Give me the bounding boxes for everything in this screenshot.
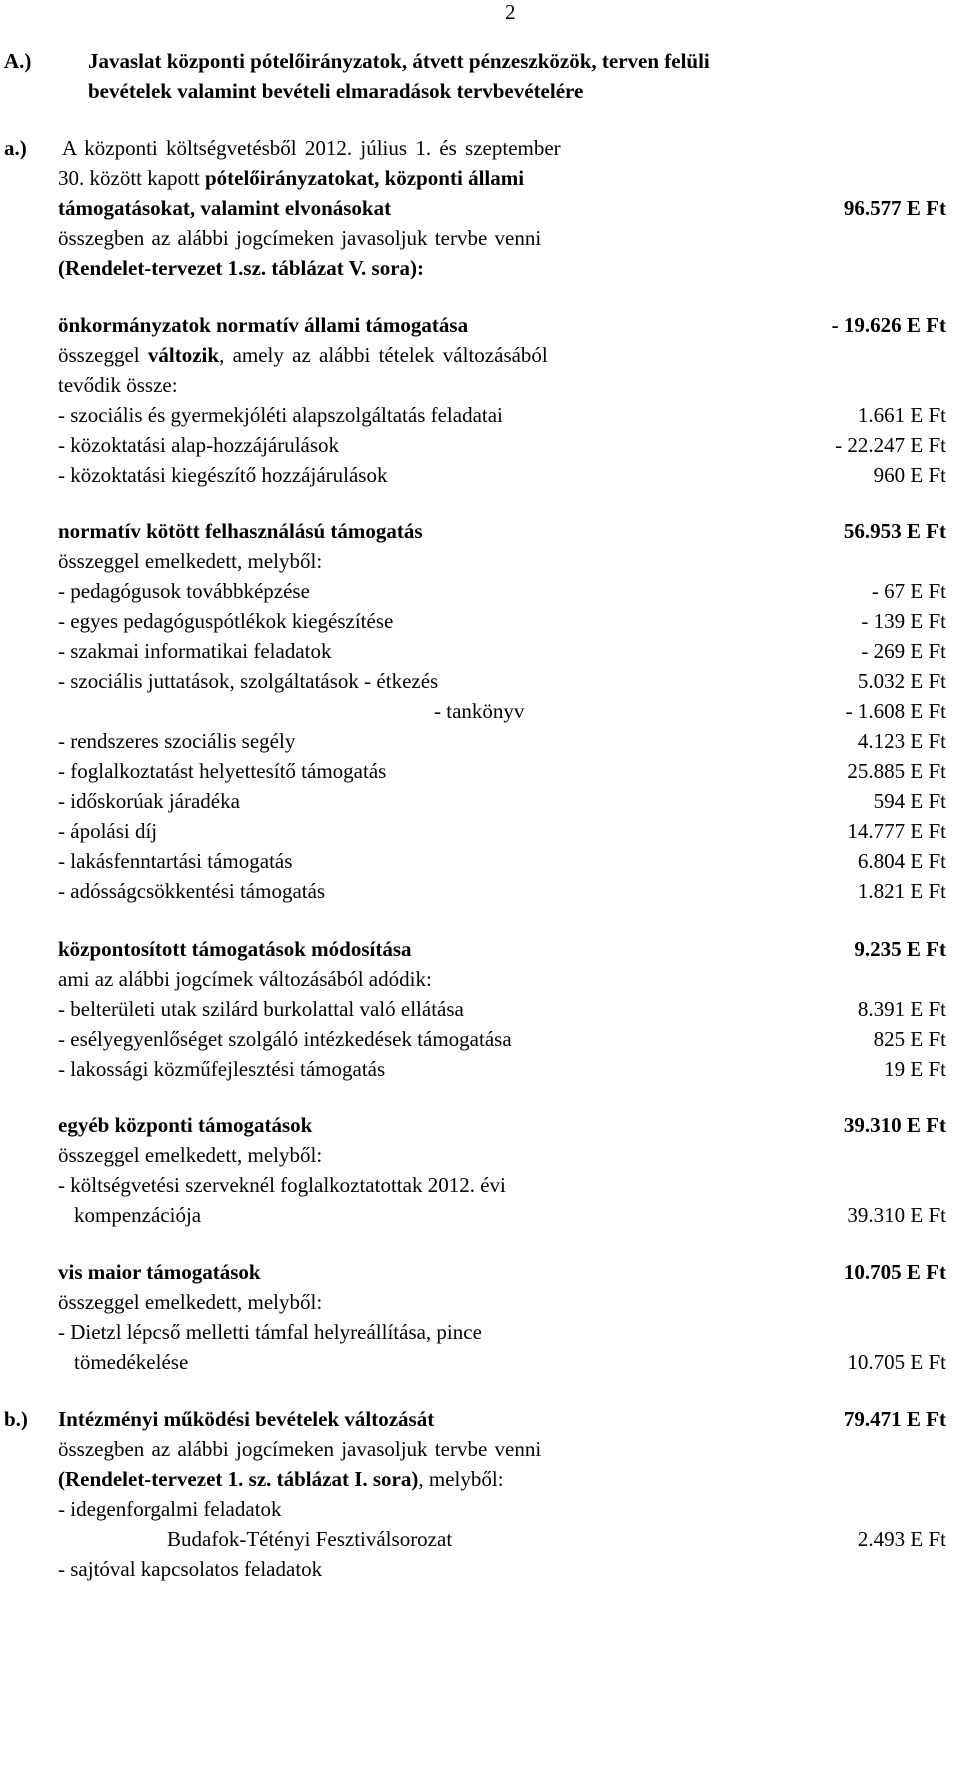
vis-maior-item-line1: - Dietzl lépcső melletti támfal helyreállítása, pince [58,1320,482,1344]
kotott-item-label: - szociális juttatások, szolgáltatások - étkezés [58,669,439,693]
kotott-item-label: - lakásfenntartási támogatás [58,849,293,873]
kozpontositott-item [0,1054,960,1084]
vis-maior-heading-row [0,1257,960,1287]
sub-b-item1-row [0,1494,960,1524]
sub-b-item1-amount: 2.493 E Ft [857,1527,946,1551]
kotott-item-amount: - 1.608 E Ft [845,699,946,723]
kotott-item-amount: 25.885 E Ft [847,759,946,783]
kotott-item [0,606,960,636]
sub-a-row1 [0,133,960,163]
kotott-item-label: - tankönyv [434,699,525,723]
normativ-amount: - 19.626 E Ft [831,313,946,337]
kotott-item [0,846,960,876]
kozpontositott-item-label: - lakossági közműfejlesztési támogatás [58,1057,386,1081]
sub-a-row2 [0,163,960,193]
kotott-item-label: - foglalkoztatást helyettesítő támogatás [58,759,387,783]
vis-maior-heading: vis maior támogatások [58,1260,261,1284]
kotott-item-label: - egyes pedagóguspótlékok kiegészítése [58,609,394,633]
kozpontositott-amount: 9.235 E Ft [854,937,946,961]
kotott-item-amount: - 67 E Ft [871,579,946,603]
sub-a-row4 [0,223,960,253]
kotott-item-amount: 6.804 E Ft [857,849,946,873]
sub-a-line2-bold: pótelőirányzatokat, központi állami [204,166,525,190]
normativ-desc-row2 [0,370,960,400]
section-a-title [0,46,960,76]
sub-b-row2 [0,1434,960,1464]
kotott-item-amount: 4.123 E Ft [857,729,946,753]
sub-b-label: b.) [4,1407,28,1431]
kotott-item-amount: 594 E Ft [873,789,946,813]
sub-b-item2: - sajtóval kapcsolatos feladatok [58,1557,323,1581]
egyeb-desc: összeggel emelkedett, melyből: [58,1143,323,1167]
egyeb-item-line1: - költségvetési szerveknél foglalkoztatottak 2012. évi [58,1173,506,1197]
kozpontositott-heading: központosított támogatások módosítása [58,937,412,961]
normativ-desc2: tevődik össze: [58,373,178,397]
kozpontositott-desc-row [0,964,960,994]
vis-maior-item-row2 [0,1347,960,1377]
kotott-item [0,636,960,666]
kotott-item [0,726,960,756]
egyeb-amount: 39.310 E Ft [843,1113,946,1137]
kozpontositott-item-amount: 8.391 E Ft [857,997,946,1021]
sub-a-total-amount: 96.577 E Ft [843,196,946,220]
kotott-item-amount: 14.777 E Ft [847,819,946,843]
normativ-item-amount: 960 E Ft [873,463,946,487]
kotott-item-label: - pedagógusok továbbképzése [58,579,310,603]
vis-maior-item-amount: 10.705 E Ft [847,1350,946,1374]
kotott-item-label: - ápolási díj [58,819,158,843]
normativ-item-label: - szociális és gyermekjóléti alapszolgáltatás feladatai [58,403,503,427]
normativ-item-label: - közoktatási alap-hozzájárulások [58,433,340,457]
normativ-heading-row [0,310,960,340]
section-a-title-row2 [0,76,960,106]
kotott-item-label: - szakmai informatikai feladatok [58,639,332,663]
vis-maior-desc-row [0,1287,960,1317]
sub-b-heading: Intézményi működési bevételek változását [58,1407,435,1431]
sub-a-row3 [0,193,960,223]
kotott-item [0,786,960,816]
sub-a-line2-pre: 30. között kapott [58,166,205,190]
kotott-desc-row [0,546,960,576]
sub-b-line3-bold: (Rendelet-tervezet 1. sz. táblázat I. sora) [58,1467,419,1491]
normativ-item [0,430,960,460]
normativ-item-label: - közoktatási kiegészítő hozzájárulások [58,463,388,487]
section-a-label: A.) [4,49,32,73]
kotott-heading: normatív kötött felhasználású támogatás [58,519,423,543]
vis-maior-item-row1 [0,1317,960,1347]
sub-b-item1: - idegenforgalmi feladatok [58,1497,282,1521]
egyeb-item-row1 [0,1170,960,1200]
normativ-desc1-bold: változik [147,343,220,367]
normativ-desc1-pre: összeggel [58,343,148,367]
sub-a-line5: (Rendelet-tervezet 1.sz. táblázat V. sora): [58,256,425,280]
normativ-desc1-post: , amely az alábbi tételek változásából [219,343,548,367]
sub-a-row5 [0,253,960,283]
normativ-item [0,400,960,430]
egyeb-heading-row [0,1110,960,1140]
kozpontositott-item-label: - belterületi utak szilárd burkolattal való ellátása [58,997,464,1021]
kozpontositott-item-amount: 19 E Ft [884,1057,946,1081]
vis-maior-amount: 10.705 E Ft [843,1260,946,1284]
kotott-item-label: - időskorúak járadéka [58,789,240,813]
kozpontositott-item-amount: 825 E Ft [873,1027,946,1051]
vis-maior-desc: összeggel emelkedett, melyből: [58,1290,323,1314]
sub-a-line4: összegben az alábbi jogcímeken javasoljuk tervbe venni [58,226,542,250]
sub-b-item1-sub-row [0,1524,960,1554]
egyeb-desc-row [0,1140,960,1170]
kotott-item-label: - adósságcsökkentési támogatás [58,879,326,903]
kotott-item-amount: 5.032 E Ft [857,669,946,693]
sub-b-item1-sub: Budafok-Tétényi Fesztiválsorozat [167,1527,453,1551]
kotott-item [0,756,960,786]
sub-b-amount: 79.471 E Ft [843,1407,946,1431]
egyeb-item-amount: 39.310 E Ft [847,1203,946,1227]
kozpontositott-item [0,994,960,1024]
sub-a-label: a.) [4,136,27,160]
kozpontositott-item-label: - esélyegyenlőséget szolgáló intézkedések támogatása [58,1027,512,1051]
kotott-amount: 56.953 E Ft [843,519,946,543]
kotott-item-amount: 1.821 E Ft [857,879,946,903]
sub-b-line3-post: , melyből: [418,1467,504,1491]
egyeb-item-row2 [0,1200,960,1230]
sub-a-line3-bold: támogatásokat, valamint elvonásokat [58,196,392,220]
kotott-item-amount: - 139 E Ft [861,609,946,633]
sub-b-row3 [0,1464,960,1494]
kozpontositott-desc: ami az alábbi jogcímek változásából adódik: [58,967,432,991]
normativ-item [0,460,960,490]
sub-b-item2-row [0,1554,960,1584]
kozpontositott-item [0,1024,960,1054]
normativ-heading: önkormányzatok normatív állami támogatása [58,313,469,337]
kotott-item [0,816,960,846]
vis-maior-item-line2: tömedékelése [74,1350,189,1374]
section-a-title-line1: Javaslat központi pótelőirányzatok, átvett pénzeszközök, terven felüli [88,49,710,73]
kotott-item [0,576,960,606]
normativ-item-amount: 1.661 E Ft [857,403,946,427]
egyeb-heading: egyéb központi támogatások [58,1113,313,1137]
normativ-item-amount: - 22.247 E Ft [835,433,946,457]
kotott-item-label: - rendszeres szociális segély [58,729,296,753]
sub-b-heading-row [0,1404,960,1434]
egyeb-item-line2: kompenzációja [74,1203,202,1227]
section-a-title-line2: bevételek valamint bevételi elmaradások tervbevételére [88,79,584,103]
kotott-item [0,696,960,726]
sub-b-line2: összegben az alábbi jogcímeken javasoljuk tervbe venni [58,1437,542,1461]
kotott-heading-row [0,516,960,546]
page-number: 2 [505,0,516,24]
normativ-desc-row1 [0,340,960,370]
kotott-item [0,876,960,906]
kozpontositott-heading-row [0,934,960,964]
kotott-item [0,666,960,696]
kotott-item-amount: - 269 E Ft [861,639,946,663]
sub-a-line1: A központi költségvetésből 2012. július 1. és szeptember [62,136,561,160]
kotott-desc: összeggel emelkedett, melyből: [58,549,323,573]
